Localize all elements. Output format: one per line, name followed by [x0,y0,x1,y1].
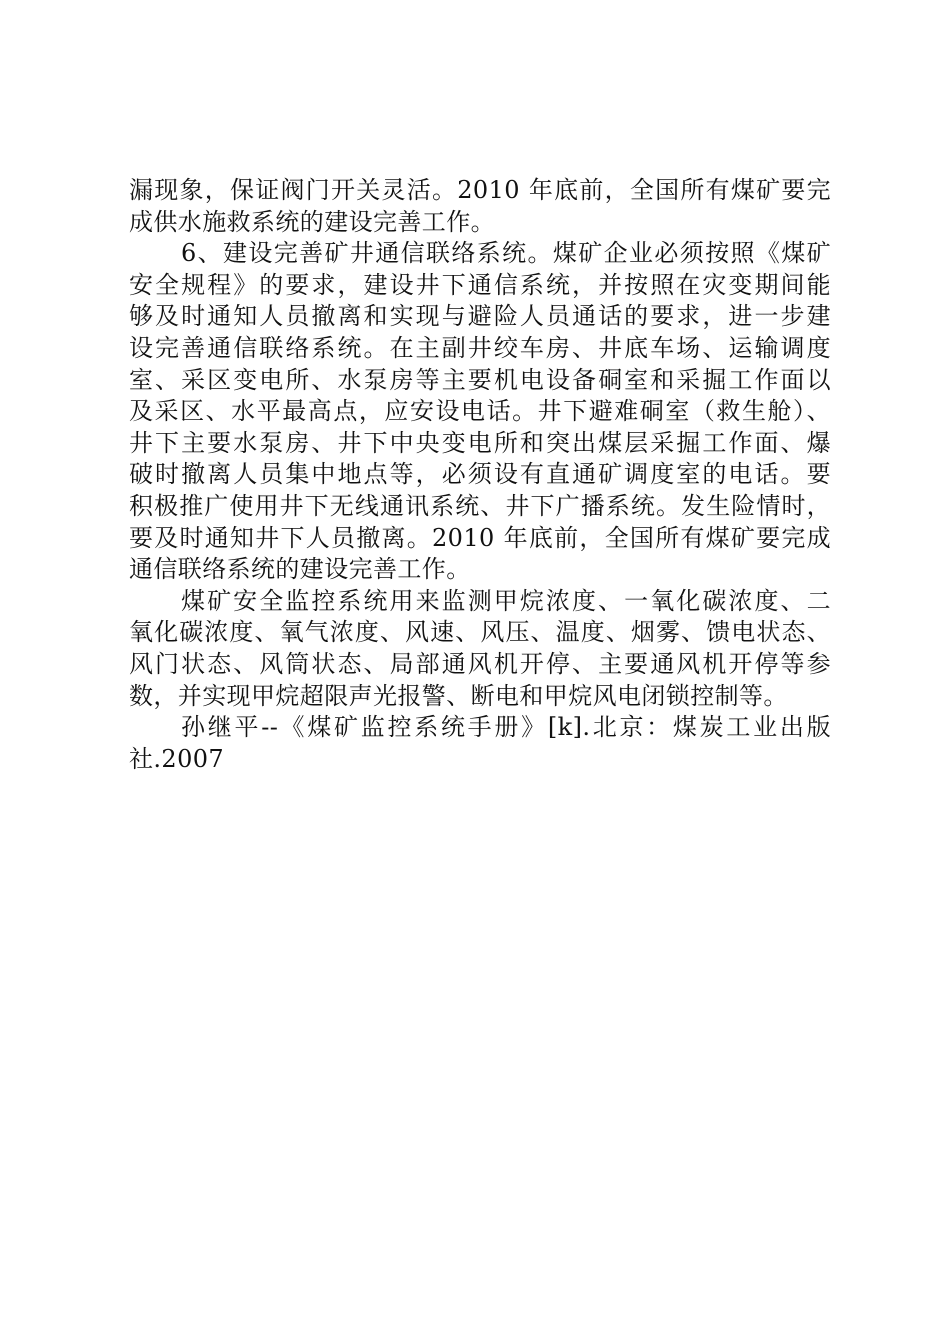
paragraph-safety-monitoring [129,586,831,712]
text-line: 室、采区变电所、水泵房等主要机电设备硐室和采掘工作面以 [129,365,831,394]
text-line: 风门状态、风筒状态、局部通风机开停、主要通风机开停等参 [129,649,831,678]
text-line: 设完善通信联络系统。在主副井绞车房、井底车场、运输调度 [129,333,831,362]
text-line: 及采区、水平最高点，应安设电话。井下避难硐室（救生舱）、 [129,397,831,426]
text-line: 数，并实现甲烷超限声光报警、断电和甲烷风电闭锁控制等。 [129,681,788,710]
text-line: 安全规程》的要求，建设井下通信系统，并按照在灾变期间能 [129,270,831,299]
paragraph-reference [129,712,831,775]
text-line: 氧化碳浓度、氧气浓度、风速、风压、温度、烟雾、馈电状态、 [129,618,831,647]
text-line: 够及时通知人员撤离和实现与避险人员通话的要求，进一步建 [129,302,831,331]
text-line: 要及时通知井下人员撤离。2010 年底前，全国所有煤矿要完成 [129,523,831,552]
text-line: 通信联络系统的建设完善工作。 [129,555,471,584]
text-line: 漏现象，保证阀门开关灵活。2010 年底前，全国所有煤矿要完 [129,176,831,204]
text-line: 破时撤离人员集中地点等，必须设有直通矿调度室的电话。要 [129,460,831,489]
document-body [129,175,831,775]
text-line: 煤矿安全监控系统用来监测甲烷浓度、一氧化碳浓度、二 [181,586,831,615]
paragraph-water-supply [129,175,831,238]
text-line: 社.2007 [129,744,225,773]
text-line: 井下主要水泵房、井下中央变电所和突出煤层采掘工作面、爆 [129,428,831,457]
text-line: 孙继平--《煤矿监控系统手册》[k].北京：煤炭工业出版 [181,713,831,742]
text-line: 6、建设完善矿井通信联络系统。煤矿企业必须按照《煤矿 [181,239,831,268]
text-line: 积极推广使用井下无线通讯系统、井下广播系统。发生险情时， [129,491,831,520]
text-line: 成供水施救系统的建设完善工作。 [129,207,495,236]
paragraph-communication-system [129,238,831,586]
